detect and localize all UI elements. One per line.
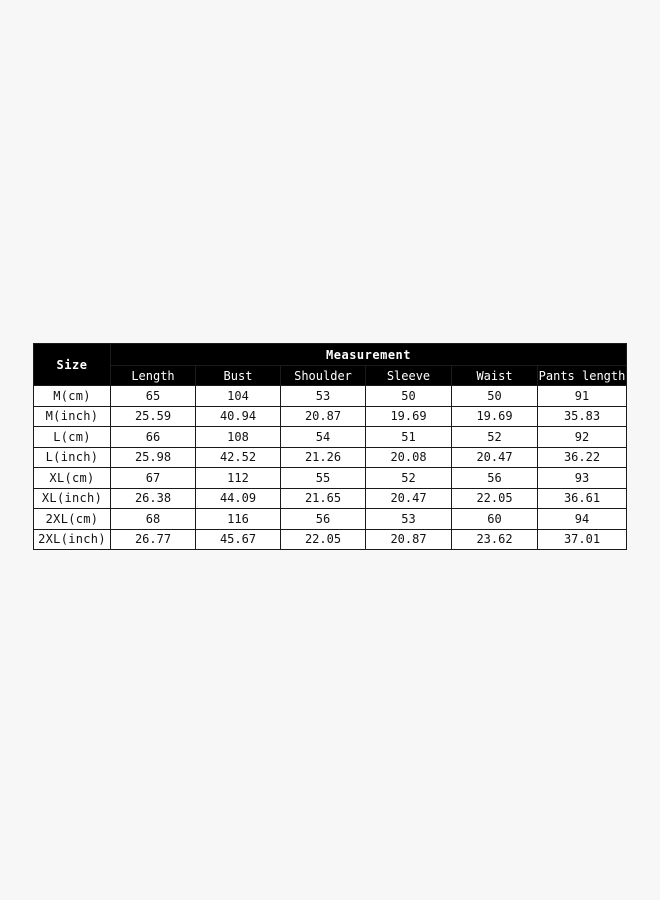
measurement-group-header: Measurement [111, 344, 627, 366]
row-size-label: XL(cm) [34, 468, 111, 489]
table-cell: 26.38 [111, 488, 196, 509]
row-size-label: L(inch) [34, 447, 111, 468]
table-cell: 66 [111, 427, 196, 448]
table-row [34, 427, 627, 448]
table-cell: 54 [281, 427, 366, 448]
row-size-label: M(cm) [34, 386, 111, 407]
table-cell: 108 [196, 427, 281, 448]
table-cell: 91 [538, 386, 627, 407]
table-row [34, 509, 627, 530]
table-cell: 60 [452, 509, 538, 530]
table-header [34, 344, 627, 386]
table-row [34, 529, 627, 550]
table-cell: 94 [538, 509, 627, 530]
table-cell: 50 [452, 386, 538, 407]
size-column-header: Size [34, 344, 111, 386]
table-cell: 21.65 [281, 488, 366, 509]
table-cell: 22.05 [452, 488, 538, 509]
table-cell: 26.77 [111, 529, 196, 550]
table-cell: 25.59 [111, 406, 196, 427]
table-row [34, 406, 627, 427]
table-cell: 104 [196, 386, 281, 407]
column-header-length: Length [111, 366, 196, 386]
table-cell: 44.09 [196, 488, 281, 509]
column-header-shoulder: Shoulder [281, 366, 366, 386]
table-cell: 93 [538, 468, 627, 489]
table-cell: 36.22 [538, 447, 627, 468]
table-body [34, 386, 627, 550]
table-cell: 21.26 [281, 447, 366, 468]
table-cell: 19.69 [452, 406, 538, 427]
table-cell: 45.67 [196, 529, 281, 550]
table-cell: 23.62 [452, 529, 538, 550]
column-header-pants-length: Pants length [538, 366, 627, 386]
table-cell: 92 [538, 427, 627, 448]
table-cell: 42.52 [196, 447, 281, 468]
table-cell: 55 [281, 468, 366, 489]
table-cell: 40.94 [196, 406, 281, 427]
column-header-sleeve: Sleeve [366, 366, 452, 386]
table-cell: 116 [196, 509, 281, 530]
column-header-waist: Waist [452, 366, 538, 386]
table-cell: 20.87 [281, 406, 366, 427]
table-row [34, 488, 627, 509]
table-cell: 19.69 [366, 406, 452, 427]
table-cell: 67 [111, 468, 196, 489]
table-cell: 20.47 [452, 447, 538, 468]
row-size-label: 2XL(cm) [34, 509, 111, 530]
table-row [34, 447, 627, 468]
table-cell: 35.83 [538, 406, 627, 427]
table-cell: 68 [111, 509, 196, 530]
table-cell: 112 [196, 468, 281, 489]
table-cell: 51 [366, 427, 452, 448]
table-cell: 37.01 [538, 529, 627, 550]
table-cell: 22.05 [281, 529, 366, 550]
table-cell: 56 [452, 468, 538, 489]
table-cell: 20.08 [366, 447, 452, 468]
row-size-label: M(inch) [34, 406, 111, 427]
header-group-row [34, 344, 627, 366]
table-row [34, 386, 627, 407]
table-cell: 65 [111, 386, 196, 407]
table-cell: 20.87 [366, 529, 452, 550]
row-size-label: 2XL(inch) [34, 529, 111, 550]
size-chart-table [33, 343, 627, 550]
table-cell: 52 [452, 427, 538, 448]
table-cell: 36.61 [538, 488, 627, 509]
table-cell: 25.98 [111, 447, 196, 468]
table-cell: 53 [281, 386, 366, 407]
table-cell: 50 [366, 386, 452, 407]
row-size-label: L(cm) [34, 427, 111, 448]
row-size-label: XL(inch) [34, 488, 111, 509]
table-cell: 56 [281, 509, 366, 530]
table-cell: 52 [366, 468, 452, 489]
column-header-bust: Bust [196, 366, 281, 386]
table-row [34, 468, 627, 489]
table-cell: 53 [366, 509, 452, 530]
table-cell: 20.47 [366, 488, 452, 509]
column-header-row [34, 366, 627, 386]
